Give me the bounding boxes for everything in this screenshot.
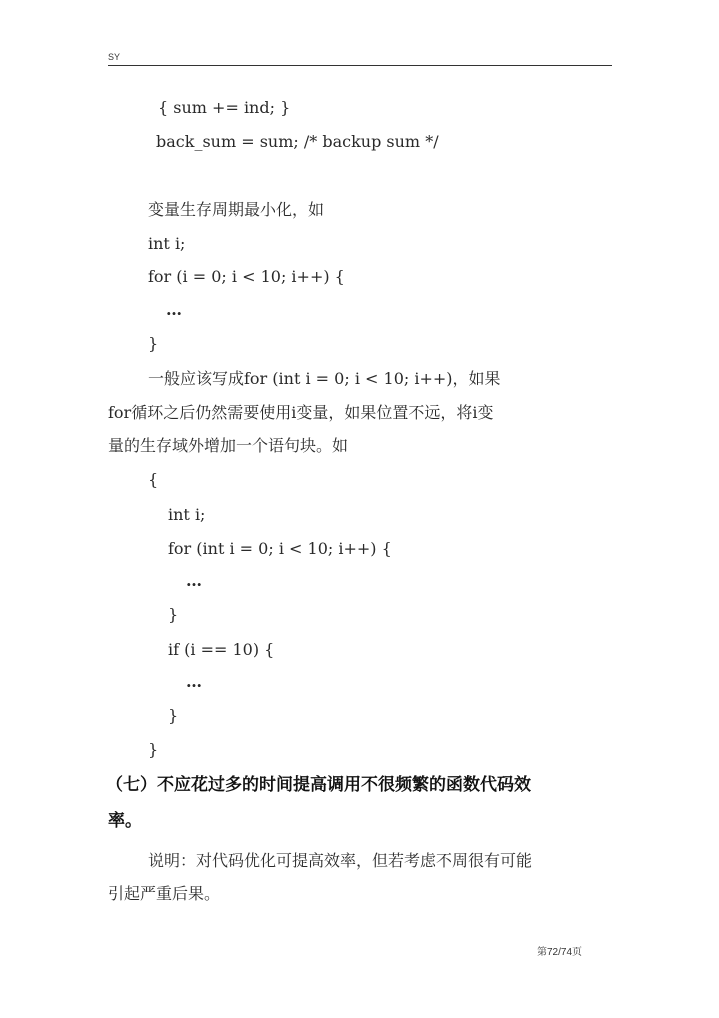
paragraph-line: for循环之后仍然需要使用i变量，如果位置不远，将i变 xyxy=(108,403,494,422)
code-ellipsis: … xyxy=(166,300,183,319)
heading-line: 率。 xyxy=(108,811,142,831)
code-line: int i; xyxy=(168,505,206,524)
header-rule xyxy=(108,65,612,66)
code-line: { xyxy=(148,470,159,489)
page-number: 第72/74页 xyxy=(537,947,583,958)
code-line: for (i = 0; i < 10; i++) { xyxy=(148,267,345,286)
code-line: } xyxy=(168,605,179,624)
paragraph-line: 量的生存域外增加一个语句块。如 xyxy=(108,436,349,455)
heading-line: （七）不应花过多的时间提高调用不很频繁的函数代码效 xyxy=(106,775,531,795)
code-line: } xyxy=(148,334,159,353)
code-line: { sum += ind; } xyxy=(158,98,291,117)
code-line: if (i == 10) { xyxy=(168,640,275,659)
code-line: } xyxy=(148,740,159,759)
paragraph-line: 变量生存周期最小化，如 xyxy=(148,200,325,219)
header-label: SY xyxy=(108,52,121,62)
code-line: } xyxy=(168,706,179,725)
paragraph-line: 引起严重后果。 xyxy=(108,884,221,903)
code-line: int i; xyxy=(148,234,186,253)
code-ellipsis: … xyxy=(186,571,203,590)
code-line: for (int i = 0; i < 10; i++) { xyxy=(168,539,392,558)
paragraph-line: 说明：对代码优化可提高效率，但若考虑不周很有可能 xyxy=(148,851,533,870)
paragraph-line: 一般应该写成for (int i = 0; i < 10; i++)，如果 xyxy=(148,369,501,388)
code-line: back_sum = sum; /* backup sum */ xyxy=(156,132,439,151)
code-ellipsis: … xyxy=(186,672,203,691)
